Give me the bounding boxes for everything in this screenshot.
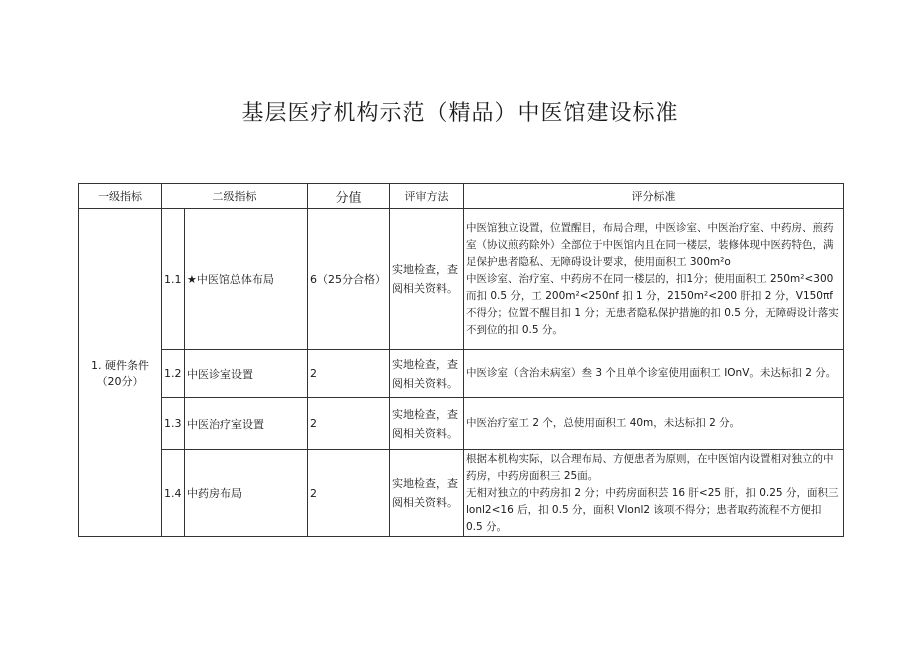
item-method: 实地检查，查阅相关资料。 — [390, 350, 464, 398]
header-criteria: 评分标准 — [464, 184, 844, 209]
header-level2: 二级指标 — [162, 184, 308, 209]
item-criteria — [464, 398, 844, 450]
item-score: 2 — [308, 350, 390, 398]
item-criteria — [464, 450, 844, 537]
item-score: 6（25分合格） — [308, 209, 390, 350]
item-name: 中药房布局 — [185, 450, 308, 537]
table-row — [79, 350, 844, 398]
item-number: 1.1 — [162, 209, 185, 350]
item-criteria — [464, 350, 844, 398]
criteria-text: 中医诊室（含治未病室）叁 3 个且单个诊室使用面积工 IOnV。未达标扣 2 分。 — [466, 367, 837, 379]
table-row — [79, 398, 844, 450]
table-header-row — [79, 184, 844, 209]
page-title: 基层医疗机构示范（精品）中医馆建设标准 — [241, 101, 679, 126]
item-method: 实地检查，查阅相关资料。 — [390, 398, 464, 450]
item-name: ★中医馆总体布局 — [185, 209, 308, 350]
criteria-text: 根据本机构实际，以合理布局、方便患者为原则，在中医馆内设置相对独立的中药房，中药房面积三 25面。 — [466, 452, 834, 482]
table-row — [79, 450, 844, 537]
item-number: 1.4 — [162, 450, 185, 537]
header-score: 分值 — [308, 184, 390, 209]
item-number: 1.2 — [162, 350, 185, 398]
item-name: 中医诊室设置 — [185, 350, 308, 398]
criteria-text: 中医治疗室工 2 个，总使用面积工 40m，未达标扣 2 分。 — [466, 417, 741, 429]
item-number: 1.3 — [162, 398, 185, 450]
item-name: 中医治疗室设置 — [185, 398, 308, 450]
criteria-text: 无相对独立的中药房扣 2 分；中药房面积芸 16 肝<25 肝，扣 0.25 分，面积三 lonl2<16 后，扣 0.5 分，面积 Vlonl2 该项不得分；患者取药流程不方便扣 0.5 分。 — [466, 486, 839, 533]
table-row — [79, 209, 844, 350]
criteria-text: 中医诊室、治疗室、中药房不在同一楼层的，扣1分；使用面积工 250m²<300而扣 0.5 分，工 200m²<250nf 扣 1 分，2150m²<200 肝扣 2 分，V150πf 不得分；位置不醒目扣 1 分；无患者隐私保护措施的扣 0.5 分，无障碍设计落实不到位的扣 0.5 分。 — [466, 272, 839, 336]
item-score: 2 — [308, 398, 390, 450]
item-method: 实地检查，查阅相关资料。 — [390, 450, 464, 537]
header-method: 评审方法 — [390, 184, 464, 209]
item-method: 实地检查，查阅相关资料。 — [390, 209, 464, 350]
item-criteria — [464, 209, 844, 350]
item-score: 2 — [308, 450, 390, 537]
criteria-text: 中医馆独立设置，位置醒目，布局合理，中医诊室、中医治疗室、中药房、煎药室（协议煎药除外）全部位于中医馆内且在同一楼层，装修体现中医药特色，满足保护患者隐私、无障碍设计要求，使用面积工 300m²o — [466, 221, 834, 268]
standards-table — [78, 183, 844, 537]
category-cell: 1. 硬件条件（20分） — [79, 209, 162, 537]
header-level1: 一级指标 — [79, 184, 162, 209]
